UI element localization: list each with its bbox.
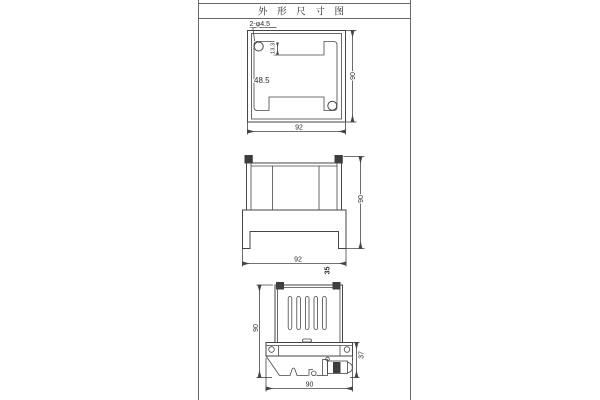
dim-notch-depth: 13.3: [270, 42, 277, 55]
page-title: 外 形 尺 寸 图: [258, 6, 348, 18]
mounting-hole-bottom-right: [328, 101, 337, 110]
plate-screw-right: [344, 347, 350, 353]
hole-callout-label: 2-φ4.5: [249, 21, 270, 28]
dim-inner-width: 48.5: [254, 76, 270, 85]
dim-rail-height: 37: [358, 351, 366, 359]
terminal-block-side-right: [333, 283, 340, 290]
terminal-block-left: [245, 156, 252, 164]
label-slot: [303, 339, 312, 342]
terminal-block-right: [335, 156, 342, 164]
mounting-plate: [266, 343, 353, 357]
mounting-hole-top-left: [254, 42, 263, 51]
sheet-frame: [199, 0, 411, 400]
dim-front-height: 90: [357, 195, 365, 203]
dim-top-width: 92: [295, 124, 303, 132]
dim-side-width: 90: [305, 381, 314, 389]
dim-front-depth: 35: [324, 266, 332, 275]
vent-slots: [288, 297, 326, 330]
front-view: [243, 156, 365, 275]
din-rail-clip: [266, 356, 353, 376]
dim-front-width: 92: [294, 256, 302, 264]
top-view: [248, 21, 357, 135]
dim-top-height: 90: [349, 72, 357, 80]
dim-side-height: 90: [252, 324, 260, 332]
plate-screw-left: [269, 347, 275, 353]
side-view: [253, 283, 366, 392]
